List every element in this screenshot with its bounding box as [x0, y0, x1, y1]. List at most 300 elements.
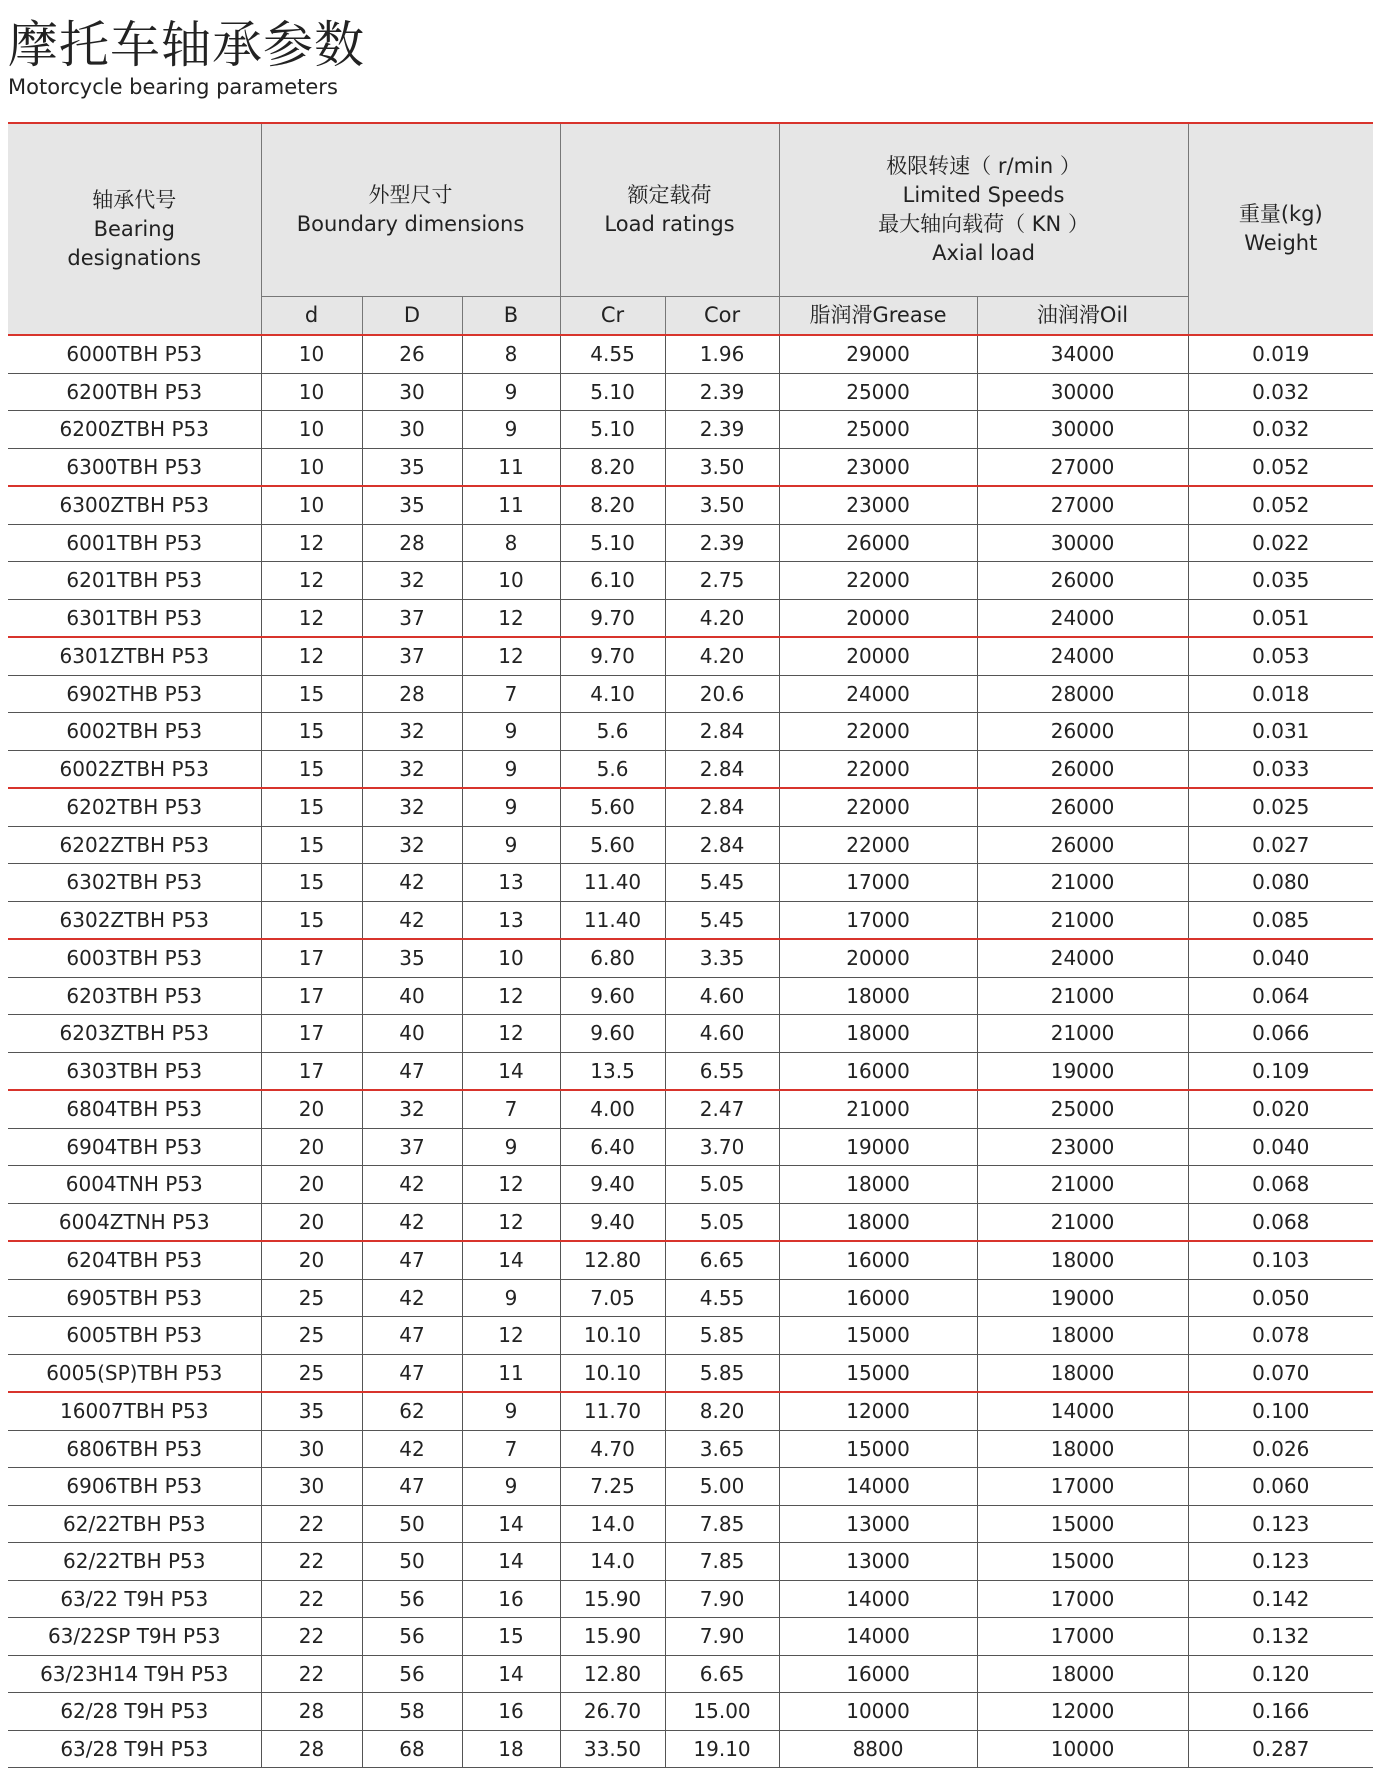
cell-weight: 0.080	[1188, 864, 1373, 902]
cell-grease-speed: 16000	[779, 1241, 977, 1279]
cell-weight: 0.025	[1188, 788, 1373, 826]
cell-weight: 0.100	[1188, 1392, 1373, 1430]
cell-cor: 4.60	[665, 1015, 779, 1053]
cell-designation: 6301TBH P53	[8, 599, 261, 637]
cell-weight: 0.085	[1188, 901, 1373, 939]
cell-D: 42	[362, 1203, 462, 1241]
table-row	[8, 977, 1373, 1015]
cell-designation: 62/22TBH P53	[8, 1543, 261, 1581]
cell-cor: 2.39	[665, 411, 779, 449]
cell-oil-speed: 10000	[977, 1730, 1188, 1768]
cell-cor: 3.65	[665, 1430, 779, 1468]
cell-cr: 4.10	[560, 675, 665, 713]
cell-weight: 0.068	[1188, 1166, 1373, 1204]
cell-cr: 12.80	[560, 1241, 665, 1279]
subheader-grease: 脂润滑Grease	[779, 297, 977, 336]
cell-weight: 0.066	[1188, 1015, 1373, 1053]
cell-d: 20	[261, 1241, 362, 1279]
cell-grease-speed: 13000	[779, 1505, 977, 1543]
cell-grease-speed: 8800	[779, 1730, 977, 1768]
cell-weight: 0.018	[1188, 675, 1373, 713]
cell-designation: 6002ZTBH P53	[8, 750, 261, 788]
table-row	[8, 1580, 1373, 1618]
cell-grease-speed: 16000	[779, 1279, 977, 1317]
table-row	[8, 1618, 1373, 1656]
cell-grease-speed: 22000	[779, 826, 977, 864]
table-row	[8, 1693, 1373, 1731]
cell-grease-speed: 12000	[779, 1392, 977, 1430]
cell-oil-speed: 26000	[977, 562, 1188, 600]
cell-d: 20	[261, 1090, 362, 1128]
table-row	[8, 1052, 1373, 1090]
cell-designation: 6301ZTBH P53	[8, 637, 261, 675]
cell-D: 62	[362, 1392, 462, 1430]
cell-grease-speed: 25000	[779, 411, 977, 449]
cell-D: 37	[362, 637, 462, 675]
cell-cr: 4.55	[560, 335, 665, 373]
subheader-cr: Cr	[560, 297, 665, 336]
cell-cor: 3.50	[665, 448, 779, 486]
table-row	[8, 1203, 1373, 1241]
cell-cor: 2.39	[665, 524, 779, 562]
cell-d: 25	[261, 1317, 362, 1355]
cell-weight: 0.109	[1188, 1052, 1373, 1090]
cell-designation: 63/28 T9H P53	[8, 1730, 261, 1768]
cell-D: 56	[362, 1580, 462, 1618]
cell-weight: 0.033	[1188, 750, 1373, 788]
cell-designation: 63/22SP T9H P53	[8, 1618, 261, 1656]
cell-D: 35	[362, 448, 462, 486]
table-row	[8, 562, 1373, 600]
cell-cr: 14.0	[560, 1543, 665, 1581]
cell-cor: 5.45	[665, 901, 779, 939]
cell-cor: 15.00	[665, 1693, 779, 1731]
cell-cor: 6.65	[665, 1241, 779, 1279]
cell-weight: 0.022	[1188, 524, 1373, 562]
cell-grease-speed: 16000	[779, 1655, 977, 1693]
cell-D: 32	[362, 562, 462, 600]
cell-cor: 7.90	[665, 1618, 779, 1656]
cell-d: 17	[261, 977, 362, 1015]
cell-designation: 6300ZTBH P53	[8, 486, 261, 524]
cell-cr: 5.60	[560, 826, 665, 864]
cell-D: 32	[362, 826, 462, 864]
cell-weight: 0.019	[1188, 335, 1373, 373]
cell-cor: 2.84	[665, 826, 779, 864]
cell-D: 47	[362, 1052, 462, 1090]
header-weight: 重量(kg) Weight	[1188, 123, 1373, 335]
cell-D: 40	[362, 1015, 462, 1053]
cell-cr: 8.20	[560, 486, 665, 524]
cell-B: 7	[462, 675, 560, 713]
cell-d: 10	[261, 486, 362, 524]
table-row	[8, 1655, 1373, 1693]
cell-weight: 0.051	[1188, 599, 1373, 637]
table-row	[8, 750, 1373, 788]
table-row	[8, 599, 1373, 637]
cell-d: 17	[261, 1052, 362, 1090]
cell-cor: 3.35	[665, 939, 779, 977]
subheader-B: B	[462, 297, 560, 336]
bearing-table-container	[8, 122, 1373, 1768]
cell-cor: 5.05	[665, 1203, 779, 1241]
cell-designation: 6300TBH P53	[8, 448, 261, 486]
cell-cr: 11.40	[560, 864, 665, 902]
cell-cor: 2.84	[665, 713, 779, 751]
cell-weight: 0.050	[1188, 1279, 1373, 1317]
cell-cr: 15.90	[560, 1618, 665, 1656]
cell-oil-speed: 27000	[977, 486, 1188, 524]
table-row	[8, 1241, 1373, 1279]
cell-weight: 0.123	[1188, 1505, 1373, 1543]
cell-grease-speed: 14000	[779, 1618, 977, 1656]
cell-grease-speed: 10000	[779, 1693, 977, 1731]
cell-B: 8	[462, 335, 560, 373]
cell-weight: 0.040	[1188, 1128, 1373, 1166]
page-title: 摩托车轴承参数	[8, 16, 365, 74]
cell-D: 56	[362, 1655, 462, 1693]
cell-d: 12	[261, 599, 362, 637]
cell-weight: 0.053	[1188, 637, 1373, 675]
cell-oil-speed: 21000	[977, 1166, 1188, 1204]
table-row	[8, 637, 1373, 675]
cell-cr: 6.10	[560, 562, 665, 600]
cell-grease-speed: 23000	[779, 486, 977, 524]
cell-D: 32	[362, 750, 462, 788]
cell-D: 42	[362, 1166, 462, 1204]
subheader-oil: 油润滑Oil	[977, 297, 1188, 336]
table-row	[8, 1505, 1373, 1543]
cell-designation: 6303TBH P53	[8, 1052, 261, 1090]
cell-cr: 8.20	[560, 448, 665, 486]
cell-designation: 6302ZTBH P53	[8, 901, 261, 939]
cell-cr: 11.40	[560, 901, 665, 939]
table-row	[8, 1128, 1373, 1166]
cell-B: 14	[462, 1052, 560, 1090]
cell-grease-speed: 22000	[779, 562, 977, 600]
cell-cr: 11.70	[560, 1392, 665, 1430]
cell-designation: 6906TBH P53	[8, 1468, 261, 1506]
cell-cr: 7.05	[560, 1279, 665, 1317]
cell-grease-speed: 22000	[779, 788, 977, 826]
cell-grease-speed: 22000	[779, 750, 977, 788]
cell-cr: 5.10	[560, 373, 665, 411]
cell-cor: 7.90	[665, 1580, 779, 1618]
cell-D: 28	[362, 524, 462, 562]
cell-cor: 2.75	[665, 562, 779, 600]
cell-B: 14	[462, 1505, 560, 1543]
cell-D: 30	[362, 373, 462, 411]
cell-D: 40	[362, 977, 462, 1015]
cell-oil-speed: 19000	[977, 1052, 1188, 1090]
cell-D: 68	[362, 1730, 462, 1768]
cell-cor: 8.20	[665, 1392, 779, 1430]
title-block	[8, 14, 365, 100]
header-designation: 轴承代号 Bearing designations	[8, 123, 261, 335]
cell-B: 9	[462, 1468, 560, 1506]
cell-cor: 4.20	[665, 637, 779, 675]
cell-cor: 4.55	[665, 1279, 779, 1317]
cell-B: 13	[462, 901, 560, 939]
cell-cor: 6.65	[665, 1655, 779, 1693]
cell-B: 12	[462, 637, 560, 675]
cell-grease-speed: 20000	[779, 939, 977, 977]
cell-B: 11	[462, 486, 560, 524]
cell-d: 12	[261, 524, 362, 562]
cell-oil-speed: 28000	[977, 675, 1188, 713]
cell-oil-speed: 18000	[977, 1241, 1188, 1279]
subheader-d: d	[261, 297, 362, 336]
cell-B: 12	[462, 599, 560, 637]
cell-cor: 3.70	[665, 1128, 779, 1166]
cell-weight: 0.120	[1188, 1655, 1373, 1693]
cell-designation: 6000TBH P53	[8, 335, 261, 373]
cell-d: 22	[261, 1580, 362, 1618]
cell-cor: 2.47	[665, 1090, 779, 1128]
cell-oil-speed: 27000	[977, 448, 1188, 486]
cell-D: 42	[362, 1279, 462, 1317]
cell-d: 15	[261, 675, 362, 713]
cell-B: 16	[462, 1580, 560, 1618]
cell-weight: 0.027	[1188, 826, 1373, 864]
table-row	[8, 1090, 1373, 1128]
cell-weight: 0.060	[1188, 1468, 1373, 1506]
cell-weight: 0.052	[1188, 486, 1373, 524]
cell-cor: 5.85	[665, 1317, 779, 1355]
cell-d: 30	[261, 1430, 362, 1468]
cell-B: 12	[462, 1317, 560, 1355]
cell-weight: 0.020	[1188, 1090, 1373, 1128]
cell-grease-speed: 15000	[779, 1317, 977, 1355]
table-row	[8, 864, 1373, 902]
cell-grease-speed: 16000	[779, 1052, 977, 1090]
cell-designation: 6200TBH P53	[8, 373, 261, 411]
cell-d: 10	[261, 411, 362, 449]
table-row	[8, 826, 1373, 864]
cell-grease-speed: 23000	[779, 448, 977, 486]
cell-grease-speed: 14000	[779, 1580, 977, 1618]
cell-D: 47	[362, 1317, 462, 1355]
table-row	[8, 1543, 1373, 1581]
cell-D: 42	[362, 901, 462, 939]
cell-designation: 6203TBH P53	[8, 977, 261, 1015]
cell-oil-speed: 19000	[977, 1279, 1188, 1317]
cell-designation: 6001TBH P53	[8, 524, 261, 562]
cell-oil-speed: 24000	[977, 939, 1188, 977]
header-limited-speeds: 极限转速（ r/min ） Limited Speeds 最大轴向载荷（ KN ） Axial load	[779, 123, 1188, 297]
cell-designation: 6806TBH P53	[8, 1430, 261, 1468]
table-row	[8, 448, 1373, 486]
cell-designation: 6005(SP)TBH P53	[8, 1354, 261, 1392]
cell-d: 10	[261, 373, 362, 411]
cell-grease-speed: 20000	[779, 637, 977, 675]
cell-oil-speed: 17000	[977, 1580, 1188, 1618]
header-boundary-dimensions: 外型尺寸 Boundary dimensions	[261, 123, 560, 297]
cell-D: 56	[362, 1618, 462, 1656]
cell-cr: 5.6	[560, 750, 665, 788]
table-row	[8, 901, 1373, 939]
cell-d: 10	[261, 448, 362, 486]
cell-d: 15	[261, 901, 362, 939]
cell-cr: 6.40	[560, 1128, 665, 1166]
cell-designation: 6003TBH P53	[8, 939, 261, 977]
cell-cor: 5.45	[665, 864, 779, 902]
cell-d: 15	[261, 864, 362, 902]
cell-oil-speed: 21000	[977, 977, 1188, 1015]
cell-grease-speed: 15000	[779, 1354, 977, 1392]
cell-D: 32	[362, 1090, 462, 1128]
cell-cr: 5.6	[560, 713, 665, 751]
cell-d: 12	[261, 637, 362, 675]
cell-cr: 15.90	[560, 1580, 665, 1618]
cell-grease-speed: 19000	[779, 1128, 977, 1166]
cell-D: 58	[362, 1693, 462, 1731]
cell-oil-speed: 14000	[977, 1392, 1188, 1430]
cell-D: 28	[362, 675, 462, 713]
cell-B: 9	[462, 1392, 560, 1430]
cell-B: 12	[462, 977, 560, 1015]
cell-grease-speed: 18000	[779, 1203, 977, 1241]
cell-weight: 0.032	[1188, 411, 1373, 449]
cell-B: 9	[462, 788, 560, 826]
cell-oil-speed: 24000	[977, 637, 1188, 675]
table-row	[8, 373, 1373, 411]
cell-D: 50	[362, 1543, 462, 1581]
cell-d: 20	[261, 1128, 362, 1166]
cell-cor: 5.05	[665, 1166, 779, 1204]
cell-D: 47	[362, 1354, 462, 1392]
cell-cr: 5.10	[560, 524, 665, 562]
cell-oil-speed: 21000	[977, 1015, 1188, 1053]
cell-grease-speed: 26000	[779, 524, 977, 562]
cell-designation: 62/28 T9H P53	[8, 1693, 261, 1731]
cell-d: 30	[261, 1468, 362, 1506]
table-row	[8, 939, 1373, 977]
cell-cor: 2.39	[665, 373, 779, 411]
cell-weight: 0.068	[1188, 1203, 1373, 1241]
cell-d: 25	[261, 1279, 362, 1317]
cell-cor: 5.85	[665, 1354, 779, 1392]
cell-B: 12	[462, 1203, 560, 1241]
table-row	[8, 1015, 1373, 1053]
cell-designation: 6302TBH P53	[8, 864, 261, 902]
cell-oil-speed: 21000	[977, 1203, 1188, 1241]
cell-d: 12	[261, 562, 362, 600]
cell-d: 20	[261, 1166, 362, 1204]
cell-grease-speed: 24000	[779, 675, 977, 713]
cell-B: 9	[462, 826, 560, 864]
cell-d: 20	[261, 1203, 362, 1241]
cell-B: 14	[462, 1241, 560, 1279]
cell-oil-speed: 17000	[977, 1618, 1188, 1656]
table-row	[8, 1730, 1373, 1768]
cell-D: 37	[362, 599, 462, 637]
cell-oil-speed: 30000	[977, 373, 1188, 411]
cell-grease-speed: 15000	[779, 1430, 977, 1468]
table-row	[8, 1317, 1373, 1355]
cell-designation: 6005TBH P53	[8, 1317, 261, 1355]
cell-B: 13	[462, 864, 560, 902]
cell-cor: 4.20	[665, 599, 779, 637]
cell-grease-speed: 14000	[779, 1468, 977, 1506]
cell-weight: 0.035	[1188, 562, 1373, 600]
cell-B: 9	[462, 750, 560, 788]
cell-cr: 6.80	[560, 939, 665, 977]
cell-grease-speed: 13000	[779, 1543, 977, 1581]
cell-oil-speed: 18000	[977, 1354, 1188, 1392]
cell-cr: 33.50	[560, 1730, 665, 1768]
cell-cor: 6.55	[665, 1052, 779, 1090]
cell-designation: 6004TNH P53	[8, 1166, 261, 1204]
cell-cor: 5.00	[665, 1468, 779, 1506]
cell-cr: 4.70	[560, 1430, 665, 1468]
table-row	[8, 713, 1373, 751]
table-row	[8, 1166, 1373, 1204]
cell-d: 22	[261, 1618, 362, 1656]
cell-grease-speed: 17000	[779, 901, 977, 939]
cell-grease-speed: 22000	[779, 713, 977, 751]
cell-cor: 7.85	[665, 1505, 779, 1543]
cell-oil-speed: 18000	[977, 1430, 1188, 1468]
table-row	[8, 675, 1373, 713]
cell-D: 30	[362, 411, 462, 449]
cell-cr: 9.40	[560, 1166, 665, 1204]
cell-D: 47	[362, 1468, 462, 1506]
cell-B: 9	[462, 373, 560, 411]
cell-d: 15	[261, 750, 362, 788]
cell-designation: 6204TBH P53	[8, 1241, 261, 1279]
cell-weight: 0.287	[1188, 1730, 1373, 1768]
cell-B: 10	[462, 939, 560, 977]
page-subtitle: Motorcycle bearing parameters	[8, 75, 338, 99]
cell-D: 32	[362, 713, 462, 751]
cell-B: 9	[462, 411, 560, 449]
cell-weight: 0.078	[1188, 1317, 1373, 1355]
cell-weight: 0.103	[1188, 1241, 1373, 1279]
cell-cr: 10.10	[560, 1354, 665, 1392]
cell-B: 14	[462, 1543, 560, 1581]
table-row	[8, 1392, 1373, 1430]
cell-B: 12	[462, 1166, 560, 1204]
cell-designation: 6202TBH P53	[8, 788, 261, 826]
cell-cr: 9.70	[560, 637, 665, 675]
cell-weight: 0.166	[1188, 1693, 1373, 1731]
cell-designation: 6203ZTBH P53	[8, 1015, 261, 1053]
cell-d: 22	[261, 1655, 362, 1693]
cell-cr: 14.0	[560, 1505, 665, 1543]
cell-weight: 0.052	[1188, 448, 1373, 486]
cell-weight: 0.064	[1188, 977, 1373, 1015]
cell-designation: 6002TBH P53	[8, 713, 261, 751]
cell-d: 15	[261, 713, 362, 751]
cell-cr: 13.5	[560, 1052, 665, 1090]
cell-d: 28	[261, 1730, 362, 1768]
cell-D: 47	[362, 1241, 462, 1279]
cell-cor: 2.84	[665, 788, 779, 826]
cell-D: 32	[362, 788, 462, 826]
table-row	[8, 1430, 1373, 1468]
cell-B: 12	[462, 1015, 560, 1053]
table-row	[8, 335, 1373, 373]
cell-designation: 6200ZTBH P53	[8, 411, 261, 449]
cell-weight: 0.070	[1188, 1354, 1373, 1392]
cell-designation: 6201TBH P53	[8, 562, 261, 600]
cell-designation: 6902THB P53	[8, 675, 261, 713]
cell-d: 15	[261, 788, 362, 826]
cell-grease-speed: 29000	[779, 335, 977, 373]
cell-B: 15	[462, 1618, 560, 1656]
cell-cor: 20.6	[665, 675, 779, 713]
